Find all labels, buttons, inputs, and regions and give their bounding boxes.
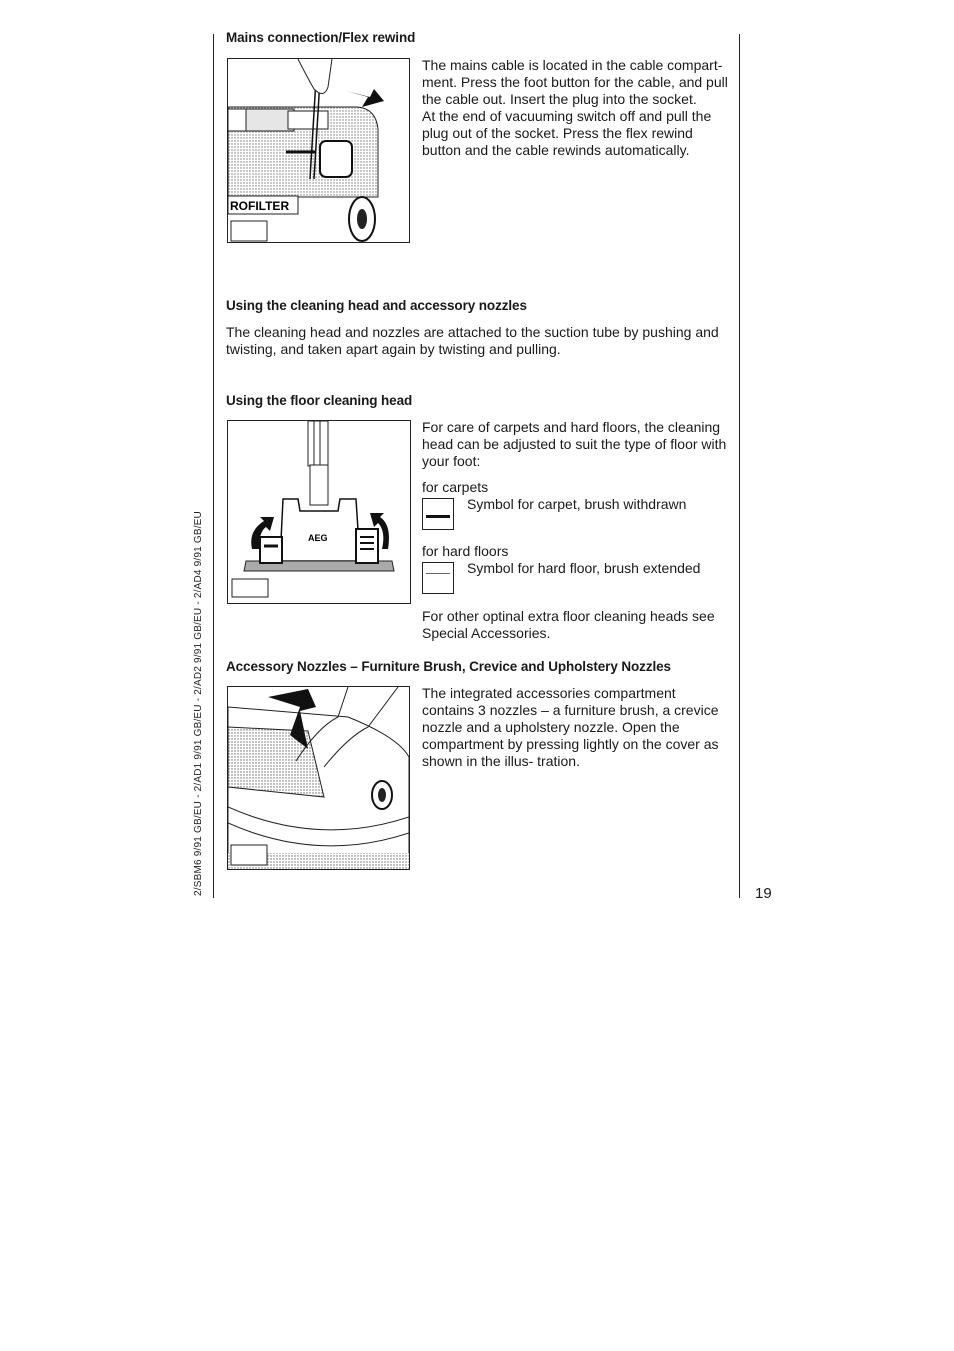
other-heads-text: For other optinal extra floor cleaning heads see Special Accessories. [422,608,715,641]
hard-floors-label: for hard floors [422,543,509,559]
rofilter-label: ROFILTER [230,199,290,213]
cleaning-head-heading: Using the cleaning head and accessory nozzles [226,298,527,313]
left-margin-rule [213,34,214,898]
accessory-nozzles-heading: Accessory Nozzles – Furniture Brush, Crevice and Upholstery Nozzles [226,659,671,674]
mains-paragraph-1: The mains cable is located in the cable compart- ment. Press the foot button for the cable, and pull the cable out. Insert the plug into the socket. [422,57,728,107]
page-number: 19 [755,885,772,902]
floor-head-intro: For care of carpets and hard floors, the cleaning head can be adjusted to suit the type of floor with your foot: [422,419,727,469]
carpet-symbol-icon [422,498,454,530]
mains-heading: Mains connection/Flex rewind [226,30,416,45]
hard-floor-symbol-text: Symbol for hard floor, brush extended [467,560,701,576]
floor-head-heading: Using the floor cleaning head [226,393,413,408]
accessory-nozzles-paragraph: The integrated accessories compartment contains 3 nozzles – a furniture brush, a crevice nozzle and a upholstery nozzle. Open the compartment by pressing lightly on the cover as shown in the illus- tration. [422,685,719,769]
margin-document-code: 2/SBM6 9/91 GB/EU - 2/AD1 9/91 GB/EU - 2/AD2 9/91 GB/EU - 2/AD4 9/91 GB/EU [193,511,204,896]
carpet-symbol-text: Symbol for carpet, brush withdrawn [467,496,687,512]
aeg-brand-label: AEG [308,533,328,543]
right-margin-rule [739,34,740,898]
accessory-compartment-figure [227,686,410,870]
hard-floor-symbol-icon [422,562,454,594]
cleaning-head-paragraph: The cleaning head and nozzles are attached to the suction tube by pushing and twisting, and taken apart again by twisting and pulling. [226,324,719,357]
mains-figure [227,58,410,243]
carpets-label: for carpets [422,479,489,495]
mains-paragraph-2: At the end of vacuuming switch off and pull the plug out of the socket. Press the flex rewind button and the cable rewinds automatically. [422,108,712,158]
floor-head-figure [227,420,411,604]
